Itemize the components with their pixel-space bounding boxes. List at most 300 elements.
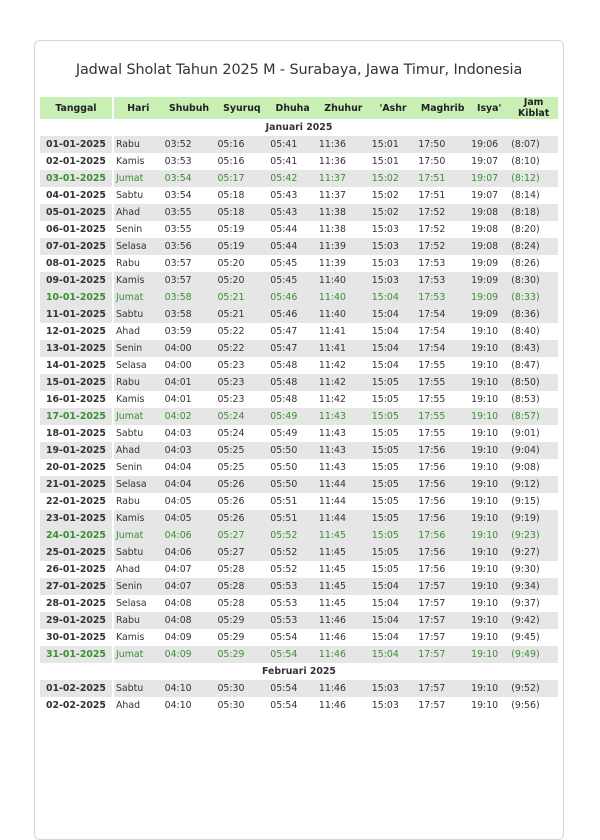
table-row	[40, 646, 558, 663]
cell-day: Sabtu	[114, 544, 163, 561]
cell-kiblat: (9:45)	[509, 629, 558, 646]
cell-day: Rabu	[114, 255, 163, 272]
cell-isya: 19:07	[469, 187, 509, 204]
cell-isya: 19:10	[469, 680, 509, 697]
cell-day: Ahad	[114, 561, 163, 578]
cell-isya: 19:10	[469, 459, 509, 476]
cell-dhuha: 05:46	[268, 289, 317, 306]
cell-day: Senin	[114, 578, 163, 595]
cell-isya: 19:09	[469, 306, 509, 323]
month-label: Januari 2025	[40, 119, 558, 136]
cell-maghrib: 17:51	[416, 187, 469, 204]
table-row	[40, 306, 558, 323]
table-row	[40, 493, 558, 510]
cell-syuruq: 05:19	[215, 238, 268, 255]
cell-kiblat: (8:30)	[509, 272, 558, 289]
cell-ashr: 15:05	[370, 374, 417, 391]
cell-zhuhur: 11:43	[317, 425, 370, 442]
header-shubuh: Shubuh	[163, 97, 216, 119]
cell-day: Sabtu	[114, 425, 163, 442]
cell-maghrib: 17:53	[416, 289, 469, 306]
cell-zhuhur: 11:41	[317, 323, 370, 340]
cell-isya: 19:10	[469, 527, 509, 544]
cell-maghrib: 17:56	[416, 476, 469, 493]
cell-ashr: 15:05	[370, 544, 417, 561]
cell-zhuhur: 11:46	[317, 697, 370, 714]
cell-isya: 19:10	[469, 425, 509, 442]
cell-date: 10-01-2025	[40, 289, 112, 306]
table-row	[40, 442, 558, 459]
cell-isya: 19:10	[469, 340, 509, 357]
cell-shubuh: 04:08	[163, 612, 216, 629]
table-header-row	[40, 97, 558, 119]
cell-dhuha: 05:44	[268, 238, 317, 255]
cell-maghrib: 17:54	[416, 323, 469, 340]
cell-maghrib: 17:50	[416, 136, 469, 153]
cell-maghrib: 17:57	[416, 595, 469, 612]
cell-zhuhur: 11:38	[317, 221, 370, 238]
cell-syuruq: 05:20	[215, 255, 268, 272]
cell-syuruq: 05:29	[215, 646, 268, 663]
cell-syuruq: 05:25	[215, 442, 268, 459]
cell-dhuha: 05:53	[268, 578, 317, 595]
cell-dhuha: 05:54	[268, 629, 317, 646]
cell-maghrib: 17:52	[416, 221, 469, 238]
cell-ashr: 15:03	[370, 272, 417, 289]
cell-zhuhur: 11:36	[317, 153, 370, 170]
cell-maghrib: 17:56	[416, 544, 469, 561]
cell-maghrib: 17:57	[416, 680, 469, 697]
cell-ashr: 15:01	[370, 136, 417, 153]
cell-kiblat: (8:07)	[509, 136, 558, 153]
cell-isya: 19:10	[469, 493, 509, 510]
cell-dhuha: 05:50	[268, 476, 317, 493]
cell-shubuh: 04:04	[163, 459, 216, 476]
cell-ashr: 15:03	[370, 680, 417, 697]
cell-shubuh: 04:05	[163, 510, 216, 527]
cell-maghrib: 17:57	[416, 697, 469, 714]
cell-syuruq: 05:21	[215, 306, 268, 323]
cell-syuruq: 05:28	[215, 595, 268, 612]
table-row	[40, 170, 558, 187]
cell-zhuhur: 11:41	[317, 340, 370, 357]
cell-dhuha: 05:48	[268, 374, 317, 391]
cell-date: 28-01-2025	[40, 595, 112, 612]
cell-kiblat: (9:49)	[509, 646, 558, 663]
cell-kiblat: (9:30)	[509, 561, 558, 578]
cell-date: 08-01-2025	[40, 255, 112, 272]
table-row	[40, 425, 558, 442]
cell-date: 23-01-2025	[40, 510, 112, 527]
cell-ashr: 15:03	[370, 221, 417, 238]
cell-dhuha: 05:52	[268, 544, 317, 561]
cell-day: Jumat	[114, 408, 163, 425]
cell-isya: 19:10	[469, 323, 509, 340]
cell-date: 05-01-2025	[40, 204, 112, 221]
cell-maghrib: 17:54	[416, 306, 469, 323]
cell-dhuha: 05:45	[268, 272, 317, 289]
cell-dhuha: 05:50	[268, 459, 317, 476]
cell-dhuha: 05:54	[268, 680, 317, 697]
cell-day: Selasa	[114, 476, 163, 493]
cell-zhuhur: 11:44	[317, 493, 370, 510]
table-row	[40, 323, 558, 340]
table-row	[40, 612, 558, 629]
cell-date: 15-01-2025	[40, 374, 112, 391]
cell-kiblat: (8:33)	[509, 289, 558, 306]
page-title: Jadwal Sholat Tahun 2025 M - Surabaya, Jawa Timur, Indonesia	[75, 62, 523, 78]
cell-kiblat: (9:01)	[509, 425, 558, 442]
cell-isya: 19:10	[469, 646, 509, 663]
cell-syuruq: 05:26	[215, 476, 268, 493]
cell-kiblat: (8:24)	[509, 238, 558, 255]
cell-kiblat: (9:52)	[509, 680, 558, 697]
prayer-schedule-table	[40, 97, 558, 714]
cell-zhuhur: 11:36	[317, 136, 370, 153]
cell-shubuh: 04:01	[163, 374, 216, 391]
cell-shubuh: 04:08	[163, 595, 216, 612]
cell-kiblat: (9:37)	[509, 595, 558, 612]
cell-date: 25-01-2025	[40, 544, 112, 561]
cell-day: Sabtu	[114, 680, 163, 697]
cell-date: 03-01-2025	[40, 170, 112, 187]
cell-dhuha: 05:51	[268, 493, 317, 510]
cell-syuruq: 05:30	[215, 697, 268, 714]
cell-isya: 19:10	[469, 374, 509, 391]
cell-dhuha: 05:50	[268, 442, 317, 459]
cell-isya: 19:10	[469, 544, 509, 561]
cell-shubuh: 03:52	[163, 136, 216, 153]
month-header-row	[40, 119, 558, 136]
cell-zhuhur: 11:46	[317, 646, 370, 663]
cell-ashr: 15:02	[370, 170, 417, 187]
cell-date: 02-01-2025	[40, 153, 112, 170]
cell-dhuha: 05:41	[268, 153, 317, 170]
cell-maghrib: 17:56	[416, 459, 469, 476]
cell-ashr: 15:05	[370, 476, 417, 493]
cell-isya: 19:07	[469, 170, 509, 187]
cell-maghrib: 17:51	[416, 170, 469, 187]
cell-shubuh: 03:54	[163, 170, 216, 187]
cell-syuruq: 05:23	[215, 357, 268, 374]
cell-shubuh: 04:10	[163, 697, 216, 714]
cell-zhuhur: 11:42	[317, 391, 370, 408]
cell-shubuh: 03:58	[163, 306, 216, 323]
cell-zhuhur: 11:46	[317, 680, 370, 697]
cell-isya: 19:10	[469, 697, 509, 714]
cell-shubuh: 04:00	[163, 340, 216, 357]
cell-ashr: 15:04	[370, 629, 417, 646]
cell-kiblat: (9:42)	[509, 612, 558, 629]
cell-dhuha: 05:43	[268, 187, 317, 204]
cell-day: Jumat	[114, 289, 163, 306]
cell-date: 29-01-2025	[40, 612, 112, 629]
cell-zhuhur: 11:45	[317, 527, 370, 544]
cell-maghrib: 17:53	[416, 255, 469, 272]
header-maghrib: Maghrib	[416, 97, 469, 119]
table-row	[40, 340, 558, 357]
cell-ashr: 15:01	[370, 153, 417, 170]
table-row	[40, 238, 558, 255]
table-row	[40, 221, 558, 238]
cell-syuruq: 05:18	[215, 204, 268, 221]
cell-day: Rabu	[114, 493, 163, 510]
cell-maghrib: 17:57	[416, 612, 469, 629]
cell-dhuha: 05:48	[268, 391, 317, 408]
cell-kiblat: (8:18)	[509, 204, 558, 221]
cell-isya: 19:10	[469, 408, 509, 425]
cell-day: Ahad	[114, 697, 163, 714]
cell-ashr: 15:03	[370, 255, 417, 272]
cell-kiblat: (9:23)	[509, 527, 558, 544]
cell-day: Ahad	[114, 442, 163, 459]
cell-isya: 19:09	[469, 289, 509, 306]
cell-day: Selasa	[114, 595, 163, 612]
cell-syuruq: 05:20	[215, 272, 268, 289]
cell-dhuha: 05:47	[268, 323, 317, 340]
cell-dhuha: 05:44	[268, 221, 317, 238]
cell-zhuhur: 11:40	[317, 272, 370, 289]
cell-zhuhur: 11:43	[317, 408, 370, 425]
cell-dhuha: 05:48	[268, 357, 317, 374]
cell-kiblat: (9:04)	[509, 442, 558, 459]
header-tanggal: Tanggal	[40, 97, 112, 119]
cell-zhuhur: 11:39	[317, 255, 370, 272]
cell-maghrib: 17:56	[416, 510, 469, 527]
cell-syuruq: 05:27	[215, 527, 268, 544]
cell-zhuhur: 11:46	[317, 629, 370, 646]
cell-date: 27-01-2025	[40, 578, 112, 595]
table-row	[40, 272, 558, 289]
cell-maghrib: 17:57	[416, 629, 469, 646]
cell-date: 16-01-2025	[40, 391, 112, 408]
cell-shubuh: 03:54	[163, 187, 216, 204]
cell-kiblat: (8:10)	[509, 153, 558, 170]
table-row	[40, 136, 558, 153]
cell-kiblat: (8:50)	[509, 374, 558, 391]
cell-kiblat: (8:40)	[509, 323, 558, 340]
table-row	[40, 204, 558, 221]
cell-kiblat: (8:57)	[509, 408, 558, 425]
cell-day: Ahad	[114, 204, 163, 221]
cell-date: 26-01-2025	[40, 561, 112, 578]
cell-syuruq: 05:17	[215, 170, 268, 187]
cell-ashr: 15:05	[370, 442, 417, 459]
cell-zhuhur: 11:37	[317, 187, 370, 204]
cell-zhuhur: 11:44	[317, 476, 370, 493]
table-row	[40, 527, 558, 544]
cell-zhuhur: 11:45	[317, 561, 370, 578]
cell-date: 11-01-2025	[40, 306, 112, 323]
cell-day: Kamis	[114, 153, 163, 170]
cell-dhuha: 05:49	[268, 425, 317, 442]
header-ashr: 'Ashr	[370, 97, 417, 119]
table-row	[40, 459, 558, 476]
cell-isya: 19:10	[469, 629, 509, 646]
cell-kiblat: (8:43)	[509, 340, 558, 357]
table-row	[40, 289, 558, 306]
cell-day: Jumat	[114, 170, 163, 187]
cell-syuruq: 05:24	[215, 408, 268, 425]
header-dhuha: Dhuha	[268, 97, 317, 119]
cell-date: 02-02-2025	[40, 697, 112, 714]
cell-ashr: 15:04	[370, 323, 417, 340]
cell-shubuh: 04:06	[163, 544, 216, 561]
cell-date: 01-01-2025	[40, 136, 112, 153]
table-row	[40, 544, 558, 561]
cell-shubuh: 04:05	[163, 493, 216, 510]
cell-day: Senin	[114, 221, 163, 238]
cell-shubuh: 04:09	[163, 646, 216, 663]
cell-isya: 19:10	[469, 442, 509, 459]
cell-syuruq: 05:18	[215, 187, 268, 204]
cell-ashr: 15:05	[370, 510, 417, 527]
cell-maghrib: 17:55	[416, 357, 469, 374]
cell-isya: 19:10	[469, 578, 509, 595]
cell-day: Kamis	[114, 391, 163, 408]
cell-dhuha: 05:45	[268, 255, 317, 272]
cell-maghrib: 17:54	[416, 340, 469, 357]
cell-shubuh: 03:56	[163, 238, 216, 255]
cell-date: 06-01-2025	[40, 221, 112, 238]
cell-day: Kamis	[114, 510, 163, 527]
cell-isya: 19:08	[469, 204, 509, 221]
cell-isya: 19:10	[469, 561, 509, 578]
cell-syuruq: 05:16	[215, 136, 268, 153]
cell-day: Jumat	[114, 527, 163, 544]
cell-shubuh: 04:09	[163, 629, 216, 646]
cell-date: 14-01-2025	[40, 357, 112, 374]
cell-maghrib: 17:55	[416, 425, 469, 442]
cell-kiblat: (8:36)	[509, 306, 558, 323]
cell-syuruq: 05:22	[215, 323, 268, 340]
table-row	[40, 391, 558, 408]
cell-ashr: 15:02	[370, 204, 417, 221]
header-jam-kiblat: Jam Kiblat	[509, 97, 558, 119]
cell-syuruq: 05:23	[215, 391, 268, 408]
cell-zhuhur: 11:37	[317, 170, 370, 187]
cell-date: 30-01-2025	[40, 629, 112, 646]
cell-shubuh: 04:02	[163, 408, 216, 425]
cell-isya: 19:06	[469, 136, 509, 153]
cell-isya: 19:10	[469, 476, 509, 493]
cell-day: Ahad	[114, 323, 163, 340]
cell-ashr: 15:05	[370, 408, 417, 425]
cell-syuruq: 05:16	[215, 153, 268, 170]
header-isya: Isya'	[469, 97, 509, 119]
cell-date: 04-01-2025	[40, 187, 112, 204]
cell-shubuh: 03:55	[163, 221, 216, 238]
cell-dhuha: 05:53	[268, 595, 317, 612]
cell-dhuha: 05:46	[268, 306, 317, 323]
cell-date: 21-01-2025	[40, 476, 112, 493]
cell-kiblat: (8:53)	[509, 391, 558, 408]
cell-dhuha: 05:54	[268, 646, 317, 663]
cell-date: 17-01-2025	[40, 408, 112, 425]
cell-ashr: 15:04	[370, 306, 417, 323]
cell-shubuh: 03:59	[163, 323, 216, 340]
cell-date: 19-01-2025	[40, 442, 112, 459]
cell-zhuhur: 11:42	[317, 357, 370, 374]
cell-maghrib: 17:50	[416, 153, 469, 170]
cell-maghrib: 17:52	[416, 238, 469, 255]
cell-ashr: 15:03	[370, 238, 417, 255]
cell-dhuha: 05:51	[268, 510, 317, 527]
cell-shubuh: 04:00	[163, 357, 216, 374]
cell-ashr: 15:03	[370, 697, 417, 714]
cell-ashr: 15:05	[370, 459, 417, 476]
cell-date: 01-02-2025	[40, 680, 112, 697]
cell-syuruq: 05:26	[215, 493, 268, 510]
cell-isya: 19:07	[469, 153, 509, 170]
cell-maghrib: 17:57	[416, 646, 469, 663]
cell-ashr: 15:04	[370, 578, 417, 595]
cell-date: 13-01-2025	[40, 340, 112, 357]
cell-day: Rabu	[114, 612, 163, 629]
cell-day: Rabu	[114, 136, 163, 153]
cell-kiblat: (8:20)	[509, 221, 558, 238]
cell-day: Senin	[114, 340, 163, 357]
cell-zhuhur: 11:43	[317, 459, 370, 476]
cell-maghrib: 17:56	[416, 493, 469, 510]
table-row	[40, 629, 558, 646]
cell-syuruq: 05:27	[215, 544, 268, 561]
cell-zhuhur: 11:43	[317, 442, 370, 459]
cell-kiblat: (9:56)	[509, 697, 558, 714]
cell-zhuhur: 11:45	[317, 544, 370, 561]
table-row	[40, 255, 558, 272]
cell-ashr: 15:02	[370, 187, 417, 204]
cell-ashr: 15:04	[370, 646, 417, 663]
cell-date: 24-01-2025	[40, 527, 112, 544]
cell-syuruq: 05:19	[215, 221, 268, 238]
table-row	[40, 187, 558, 204]
table-body	[40, 119, 558, 714]
cell-shubuh: 04:03	[163, 442, 216, 459]
cell-kiblat: (9:34)	[509, 578, 558, 595]
cell-zhuhur: 11:45	[317, 578, 370, 595]
cell-dhuha: 05:47	[268, 340, 317, 357]
cell-zhuhur: 11:40	[317, 289, 370, 306]
cell-day: Sabtu	[114, 306, 163, 323]
cell-maghrib: 17:52	[416, 204, 469, 221]
month-header-row	[40, 663, 558, 680]
cell-dhuha: 05:42	[268, 170, 317, 187]
cell-kiblat: (8:14)	[509, 187, 558, 204]
cell-day: Selasa	[114, 357, 163, 374]
cell-ashr: 15:04	[370, 340, 417, 357]
table-row	[40, 153, 558, 170]
cell-isya: 19:10	[469, 612, 509, 629]
cell-maghrib: 17:55	[416, 374, 469, 391]
cell-isya: 19:09	[469, 255, 509, 272]
cell-kiblat: (8:47)	[509, 357, 558, 374]
cell-date: 31-01-2025	[40, 646, 112, 663]
cell-syuruq: 05:26	[215, 510, 268, 527]
cell-syuruq: 05:29	[215, 612, 268, 629]
table-row	[40, 476, 558, 493]
cell-syuruq: 05:29	[215, 629, 268, 646]
cell-ashr: 15:04	[370, 595, 417, 612]
cell-maghrib: 17:55	[416, 408, 469, 425]
cell-isya: 19:08	[469, 221, 509, 238]
cell-day: Kamis	[114, 629, 163, 646]
cell-syuruq: 05:22	[215, 340, 268, 357]
cell-kiblat: (9:12)	[509, 476, 558, 493]
table-row	[40, 408, 558, 425]
cell-shubuh: 03:57	[163, 272, 216, 289]
cell-isya: 19:10	[469, 510, 509, 527]
